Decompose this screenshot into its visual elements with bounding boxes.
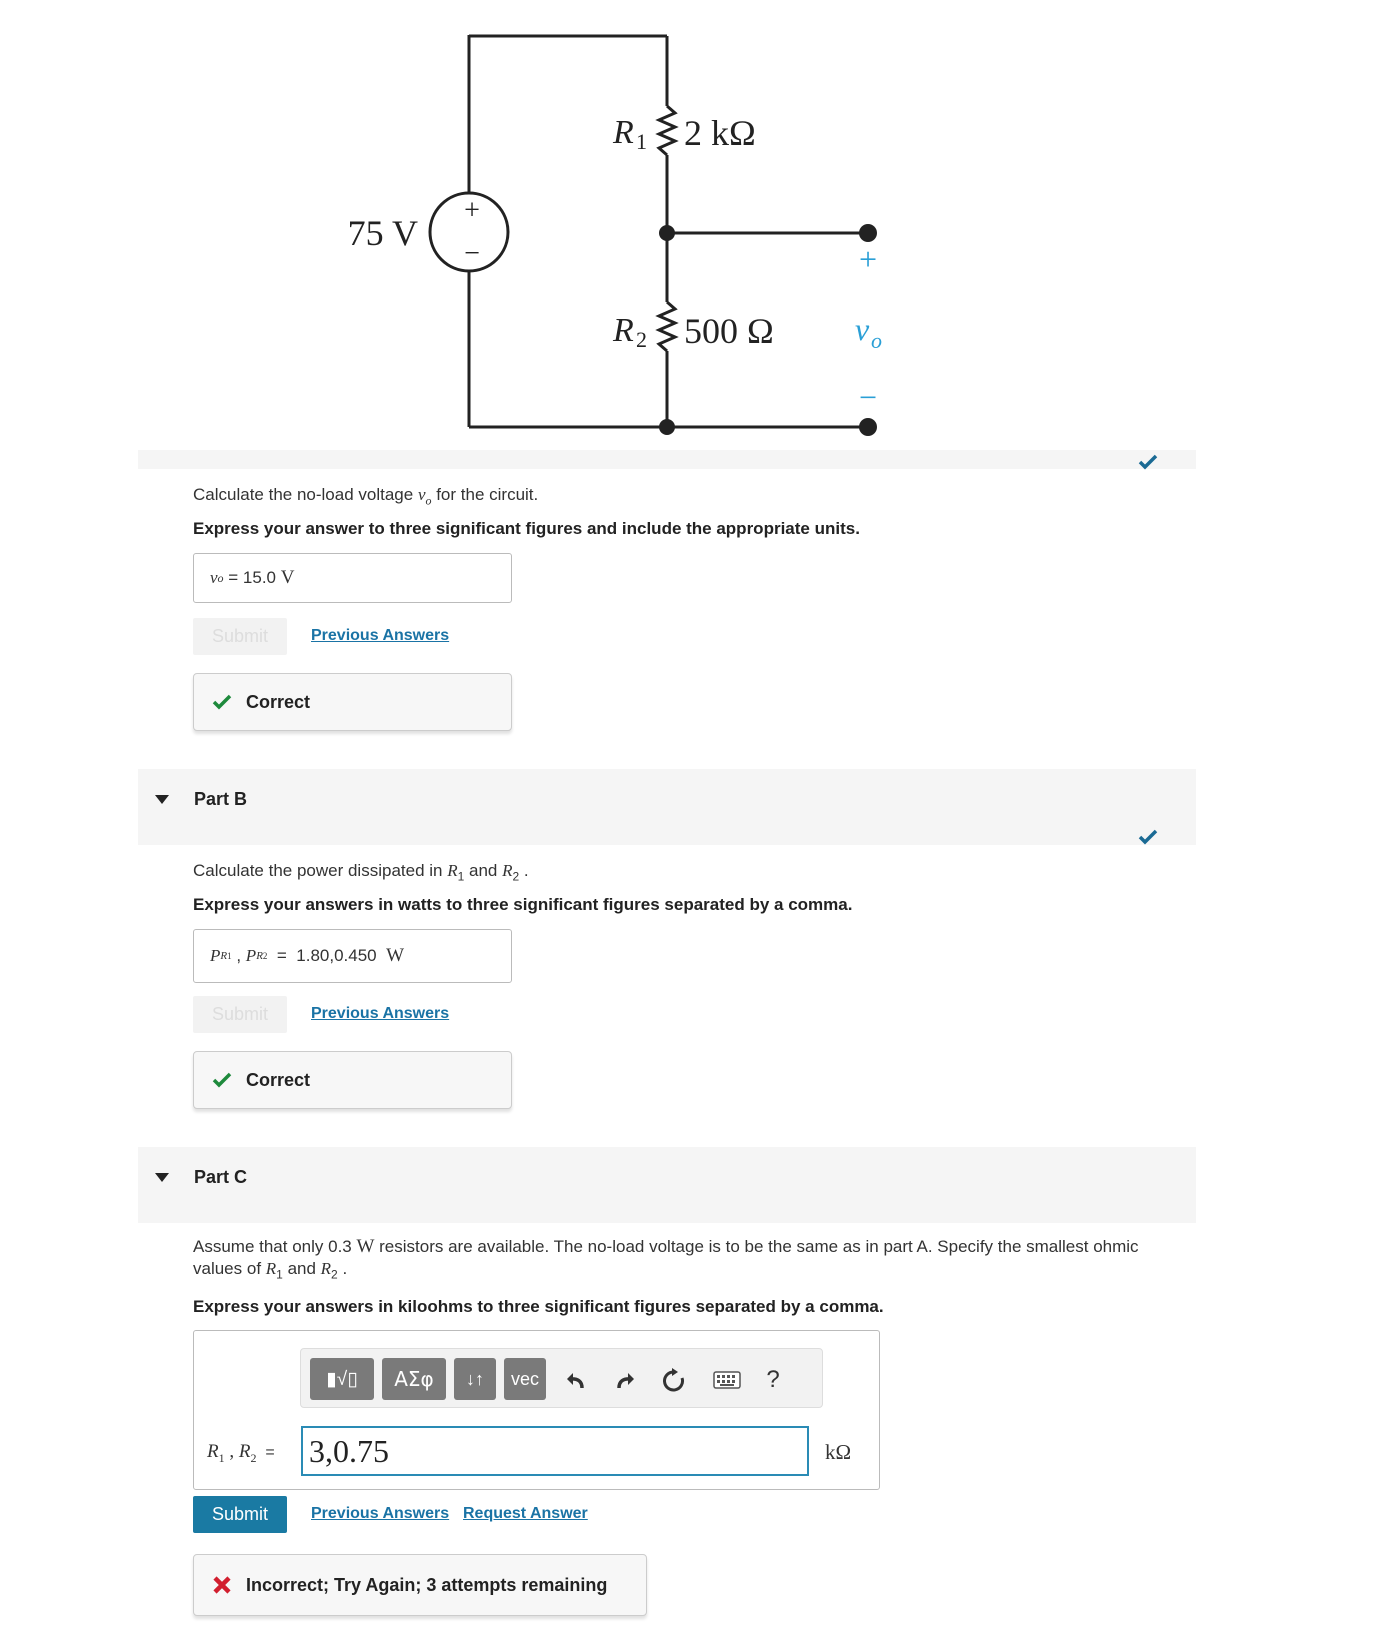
- source-voltage-label: 75 V: [347, 213, 418, 253]
- reset-icon[interactable]: [657, 1363, 691, 1397]
- part-b-question: Calculate the power dissipated in $R_1$ and $R_2$ .: [193, 861, 529, 884]
- redo-icon[interactable]: [608, 1363, 642, 1397]
- part-b-previous-answers-link[interactable]: Previous Answers: [311, 1005, 450, 1022]
- part-b-instruction: Express your answers in watts to three significant figures separated by a comma.: [193, 895, 853, 914]
- part-c-answer-unit: kΩ: [825, 1440, 852, 1464]
- vector-button[interactable]: vec: [504, 1358, 546, 1400]
- source-minus-sign: −: [464, 238, 480, 269]
- part-c-title: Part C: [194, 1167, 248, 1187]
- part-a-feedback: Correct: [193, 673, 512, 731]
- part-b-answer-box: P R1 , P R2 = 1.80,0.450 W: [193, 929, 512, 983]
- r1-value: 2 kΩ: [684, 113, 756, 153]
- part-c-answer-input[interactable]: 3,0.75: [301, 1426, 809, 1476]
- part-c-instruction: Express your answers in kiloohms to three significant figures separated by a comma.: [193, 1297, 884, 1316]
- part-b-complete-check-icon: [1138, 829, 1158, 845]
- part-a-complete-check-icon: [1138, 454, 1158, 470]
- part-a-answer-box: v o = 15.0 V: [193, 553, 512, 603]
- part-b-title: Part B: [194, 789, 248, 809]
- terminal-dot: [859, 224, 877, 242]
- part-b-answer-value: 1.80,0.450: [296, 946, 377, 965]
- resistor-r2-symbol: [659, 302, 675, 351]
- help-icon[interactable]: ?: [766, 1366, 780, 1393]
- part-c-submit-button[interactable]: Submit: [193, 1496, 287, 1533]
- node-dot: [659, 419, 675, 435]
- undo-icon[interactable]: [559, 1363, 593, 1397]
- r2-value: 500 Ω: [684, 311, 774, 351]
- output-voltage-label: v: [855, 311, 870, 347]
- part-b-header-bar[interactable]: [138, 769, 1196, 845]
- math-toolbar: [300, 1348, 823, 1408]
- part-a-instruction: Express your answer to three significant figures and include the appropriate units.: [193, 519, 860, 538]
- correct-check-icon: [212, 1072, 232, 1088]
- r1-name: R: [613, 114, 634, 151]
- part-a-answer-value: 15.0: [242, 568, 277, 587]
- part-c-previous-answers-link[interactable]: Previous Answers: [311, 1505, 450, 1522]
- r2-name: R: [613, 312, 634, 349]
- part-c-request-answer-link[interactable]: Request Answer: [463, 1505, 588, 1522]
- node-dot: [659, 225, 675, 241]
- part-a-header-bar: [138, 450, 1196, 469]
- part-b-submit-button[interactable]: Submit: [193, 996, 287, 1033]
- resistor-r1-symbol: [659, 106, 675, 155]
- part-c-collapse-icon[interactable]: [155, 1173, 169, 1182]
- r1-subscript: 1: [636, 129, 647, 154]
- correct-check-icon: [212, 694, 232, 710]
- part-a-submit-button[interactable]: Submit: [193, 618, 287, 655]
- part-b-collapse-icon[interactable]: [155, 795, 169, 804]
- incorrect-x-icon: [212, 1575, 232, 1595]
- r2-subscript: 2: [636, 327, 647, 352]
- output-voltage-subscript: o: [871, 328, 882, 353]
- arrows-button[interactable]: ↓↑: [454, 1358, 496, 1400]
- circuit-diagram: [300, 20, 900, 450]
- terminal-dot: [859, 418, 877, 436]
- part-c-feedback: Incorrect; Try Again; 3 attempts remaining: [193, 1554, 647, 1616]
- keyboard-icon[interactable]: [710, 1363, 744, 1397]
- part-c-question: Assume that only 0.3 W resistors are available. The no-load voltage is to be the same as in part A. Specify the smallest ohmic values of $R_1$ and $R_2$ .: [193, 1236, 1139, 1282]
- templates-button[interactable]: ▮√▯: [310, 1358, 374, 1400]
- source-plus-sign: +: [464, 195, 480, 226]
- part-a-previous-answers-link[interactable]: Previous Answers: [311, 627, 450, 644]
- part-b-feedback: Correct: [193, 1051, 512, 1109]
- part-c-answer-label: $R_1$ , $R_2$ =: [207, 1441, 275, 1465]
- part-a-question: Calculate the no-load voltage $v_o$ for the circuit.: [193, 485, 539, 508]
- output-plus-sign: +: [858, 241, 878, 277]
- output-minus-sign: −: [858, 379, 878, 415]
- part-c-header-bar[interactable]: [138, 1147, 1196, 1223]
- greek-symbols-button[interactable]: ΑΣφ: [382, 1358, 446, 1400]
